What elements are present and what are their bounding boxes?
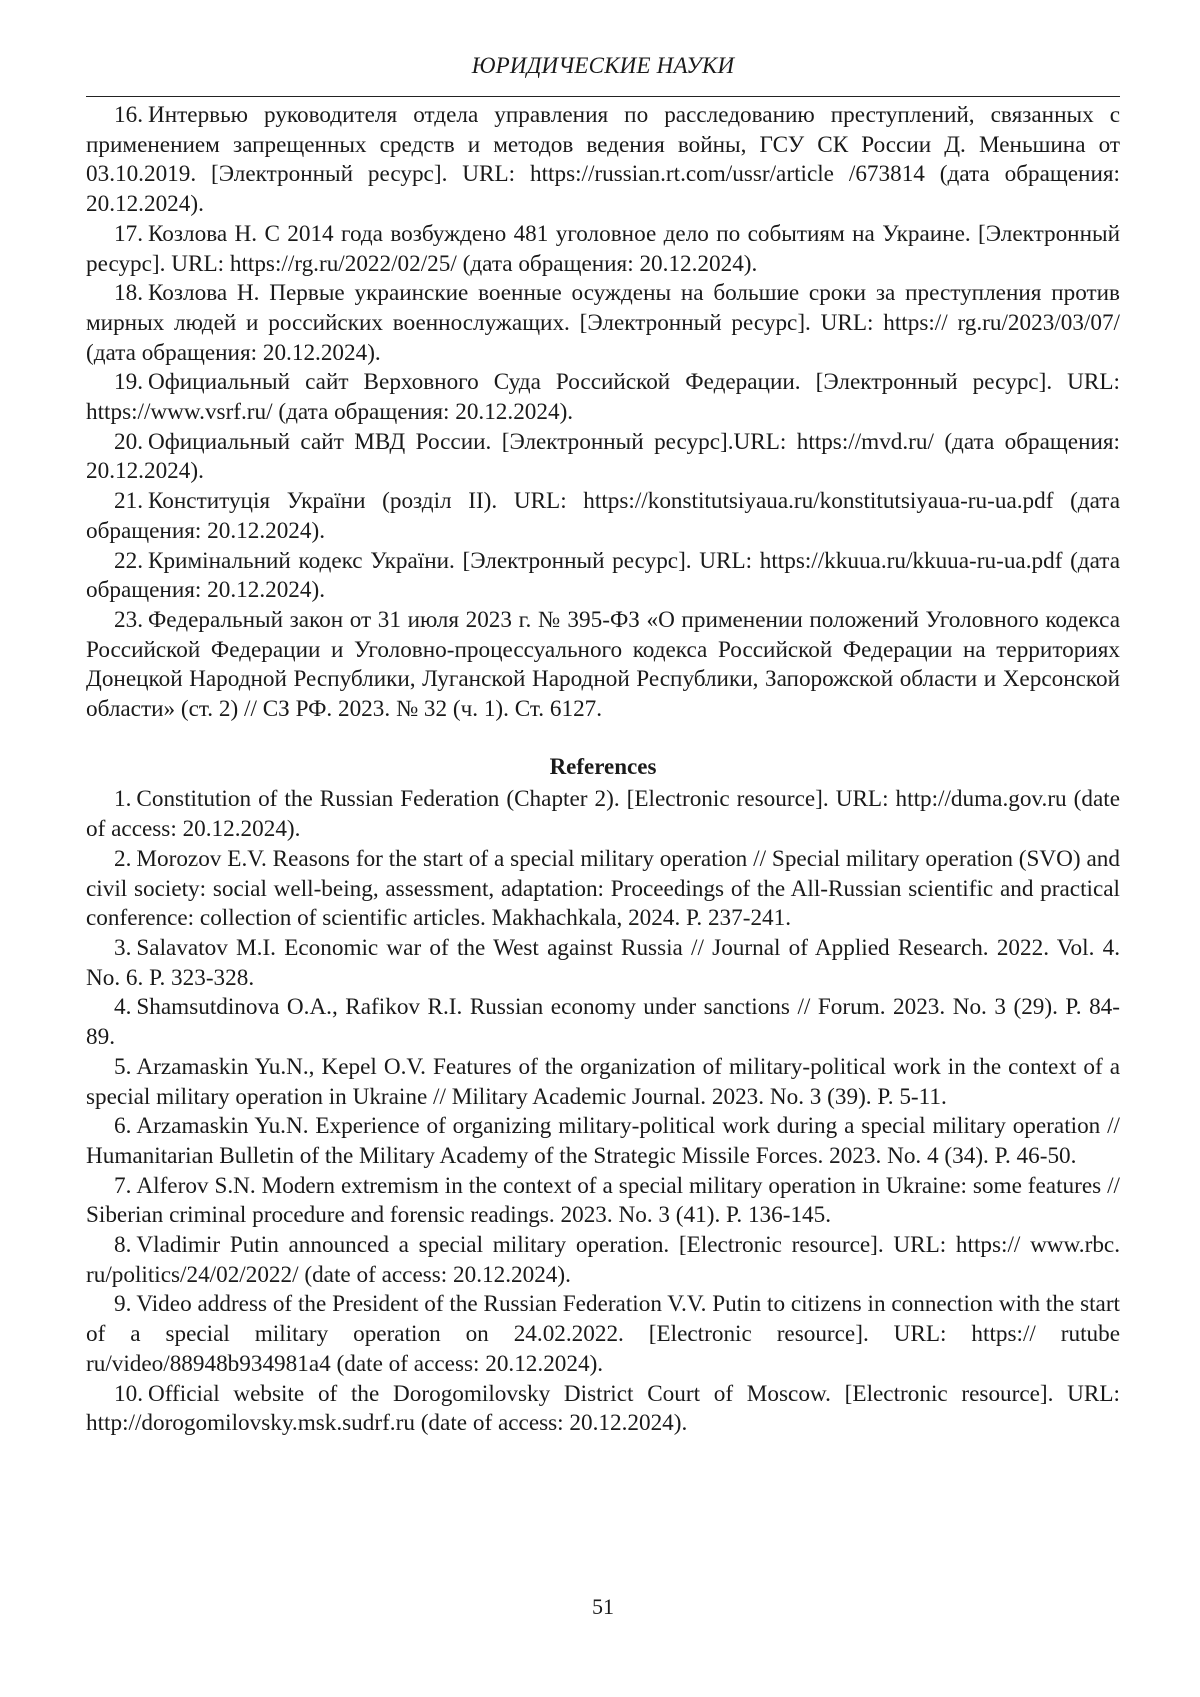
reference-text: Video address of the President of the Russian Federation V.V. Putin to citizens in connection with the start of a special military operation on 24.02.2022. [Electronic resource]. URL: https:// rutube ru/video/88948b934981a4 (date of access: 20.12.2024).: [86, 1291, 1120, 1377]
reference-text: Alferov S.N. Modern extremism in the context of a special military operation in Ukraine: some features // Siberian criminal procedure and forensic readings. 2023. No. 3 (41). P. 136-145.: [86, 1172, 1120, 1229]
reference-item: [86, 428, 1120, 487]
reference-item: [86, 606, 1120, 725]
reference-text: Arzamaskin Yu.N. Experience of organizing military-political work during a special military operation // Humanitarian Bulletin of the Military Academy of the Strategic Missile Forces. 2023. No. 4 (34). P. 46-50.: [86, 1113, 1120, 1169]
reference-text: Morozov E.V. Reasons for the start of a special military operation // Special military operation (SVO) and civil society: social well-being, assessment, adaptation: Proceedings of the All-Russian scientific and practical conference: collection of scientific articles. Makhachkala, 2024. P. 237-241.: [86, 845, 1120, 932]
reference-item: [86, 934, 1120, 993]
reference-item: [86, 1172, 1120, 1231]
reference-number: 10.: [114, 1380, 143, 1407]
references-heading: References: [549, 753, 657, 779]
page-number: 51: [592, 1594, 614, 1619]
reference-number: 21.: [114, 488, 143, 515]
reference-item: [86, 845, 1120, 934]
reference-item: [86, 785, 1120, 844]
reference-item: [86, 1231, 1120, 1290]
reference-item: [86, 279, 1120, 368]
reference-text: Shamsutdinova O.A., Rafikov R.I. Russian economy under sanctions // Forum. 2023. No. 3 (29). P. 84-89.: [86, 994, 1120, 1051]
reference-number: 17.: [114, 220, 143, 247]
reference-number: 22.: [114, 547, 143, 574]
reference-number: 2.: [114, 845, 132, 872]
running-header: ЮРИДИЧЕСКИЕ НАУКИ: [471, 53, 735, 78]
reference-number: 18.: [114, 280, 143, 307]
reference-number: 20.: [114, 428, 143, 455]
reference-text: Интервью руководителя отдела управления по расследованию преступлений, связанных с применением запрещенных средств и методов ведения войны, ГСУ СК России Д. Меньшина от 03.10.2019. [Электронный ресурс]. URL: https://russian.rt.com/ussr/article /673814 (дата обращения: 20.12.2024).: [86, 102, 1120, 218]
reference-number: 9.: [114, 1291, 132, 1318]
reference-text: Конституція України (розділ II). URL: https://konstitutsiyaua.ru/konstitutsiyaua-ru-ua.pdf (дата обращения: 20.12.2024).: [86, 488, 1120, 544]
reference-number: 16.: [114, 102, 143, 128]
reference-text: Федеральный закон от 31 июля 2023 г. № 395-ФЗ «О применении положений Уголовного кодекса Российской Федерации и Уголовно-процессуального кодекса Российской Федерации на территориях Донецкой Народной Республики, Луганской Народной Республики, Запорожской области и Херсонской области» (ст. 2) // СЗ РФ. 2023. № 32 (ч. 1). Ст. 6127.: [86, 606, 1120, 723]
reference-number: 4.: [114, 994, 132, 1021]
reference-item: [86, 993, 1120, 1052]
reference-text: Кримінальний кодекс України. [Электронный ресурс]. URL: https://kkuua.ru/kkuua-ru-ua.pdf (дата обращения: 20.12.2024).: [86, 547, 1120, 604]
english-reference-list: [86, 785, 1120, 1438]
reference-item: [86, 487, 1120, 546]
reference-text: Официальный сайт Верховного Суда Российской Федерации. [Электронный ресурс]. URL: https://www.vsrf.ru/ (дата обращения: 20.12.2024).: [86, 369, 1120, 426]
reference-number: 7.: [114, 1172, 132, 1199]
reference-text: Козлова Н. Первые украинские военные осуждены на большие сроки за преступления против мирных людей и российских военнослужащих. [Электронный ресурс]. URL: https:// rg.ru/2023/03/07/ (дата обращения: 20.12.2024).: [86, 280, 1120, 366]
document-page: [86, 0, 1120, 1619]
reference-number: 19.: [114, 369, 143, 396]
reference-item: [86, 1380, 1120, 1439]
reference-text: Salavatov M.I. Economic war of the West against Russia // Journal of Applied Research. 2022. Vol. 4. No. 6. P. 323-328.: [86, 934, 1120, 991]
reference-text: Официальный сайт МВД России. [Электронный ресурс].URL: https://mvd.ru/ (дата обращения: 20.12.2024).: [86, 428, 1120, 485]
reference-number: 23.: [114, 606, 143, 633]
reference-number: 8.: [114, 1232, 132, 1259]
reference-item: [86, 220, 1120, 279]
reference-number: 6.: [114, 1113, 132, 1140]
reference-item: [86, 368, 1120, 427]
reference-item: [86, 1290, 1120, 1379]
reference-number: 5.: [114, 1053, 132, 1080]
reference-text: Official website of the Dorogomilovsky District Court of Moscow. [Electronic resource]. URL: http://dorogomilovsky.msk.sudrf.ru (date of access: 20.12.2024).: [86, 1380, 1120, 1437]
reference-text: Vladimir Putin announced a special military operation. [Electronic resource]. URL: https:// www.rbc. ru/politics/24/02/2022/ (date of access: 20.12.2024).: [86, 1232, 1120, 1288]
reference-item: [86, 1053, 1120, 1112]
reference-item: [86, 547, 1120, 606]
reference-text: Arzamaskin Yu.N., Kepel O.V. Features of the organization of military-political work in the context of a special military operation in Ukraine // Military Academic Journal. 2023. No. 3 (39). P. 5-11.: [86, 1053, 1120, 1110]
reference-item: [86, 1112, 1120, 1171]
header-rule: [86, 96, 1120, 97]
reference-item: [86, 101, 1120, 220]
russian-reference-list: [86, 101, 1120, 725]
reference-text: Козлова Н. С 2014 года возбуждено 481 уголовное дело по событиям на Украине. [Электронный ресурс]. URL: https://rg.ru/2022/02/25/ (дата обращения: 20.12.2024).: [86, 220, 1120, 277]
reference-number: 1.: [114, 786, 132, 813]
reference-number: 3.: [114, 934, 132, 961]
reference-text: Constitution of the Russian Federation (Chapter 2). [Electronic resource]. URL: http://duma.gov.ru (date of access: 20.12.2024).: [86, 786, 1120, 843]
